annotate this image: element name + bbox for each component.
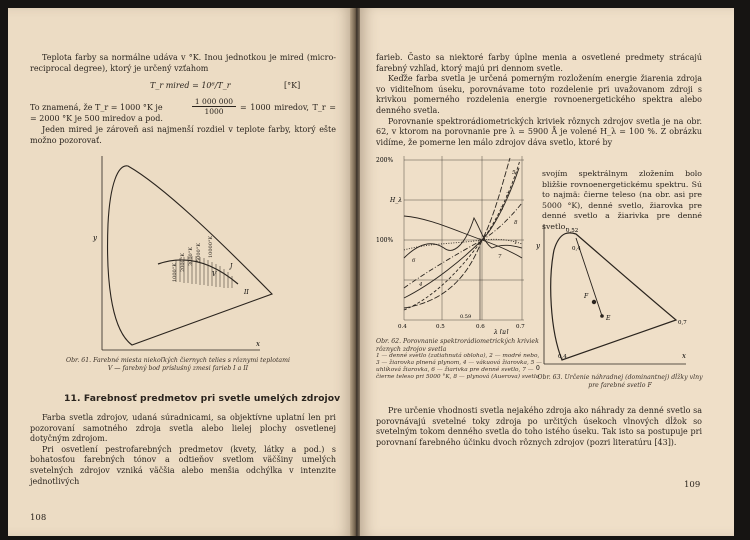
section-heading: 11. Farebnosť predmetov pri svetle umelých zdrojov [64, 393, 341, 404]
temp-label: 10000°K [208, 235, 214, 258]
caption-62-legend: 1 — denné svetlo (zatiahnutá obloha), 2 — modré nebo, 3 — žiarovka plnená plynom, 4 — vákuová žiarovka, 5 — uhlíková žiarovka, 6 — žiarivka pre denné svetlo, 7 — čierne teleso pri 5000 °K, 8 — plynová (Auerova) svetlo [376, 353, 542, 381]
page-number-right: 109 [684, 480, 701, 490]
curve-label: 1 [514, 240, 518, 246]
frac-num: 1 000 000 [192, 97, 236, 107]
curve-6 [404, 218, 522, 258]
left-para3: Jeden mired je zároveň asi najmenší rozdiel v teplote farby, ktorý ešte možno pozorovať. [30, 125, 336, 145]
curve-label: 5 [512, 170, 516, 176]
fig62-y-top: 200% [376, 157, 394, 164]
curve-label: 3 [500, 206, 504, 212]
caption-62-wrap [376, 338, 544, 381]
fig62-grid [404, 156, 524, 320]
fig63-label: 0,7 [678, 320, 687, 326]
page-number-left: 108 [30, 513, 47, 523]
fig62-x-tick: 0.7 [516, 324, 525, 330]
curve-label: 4 [419, 282, 423, 288]
curve-label: 2 [506, 192, 510, 198]
fig62-x-tick: 0.5 [436, 324, 445, 330]
fig61-y-label: y [93, 234, 97, 242]
left-para3-wrap [30, 125, 336, 146]
fig62-x-extra: 0.59 [460, 314, 472, 320]
temp-label: 3000°K [188, 247, 194, 266]
formula: T_r mired = 10⁶/T_r [150, 81, 231, 90]
fig62-x-tick: 0.4 [398, 324, 407, 330]
right-para4: Pre určenie vhodnosti svetla nejakého zdroja ako náhrady za denné svetlo sa porovnávajú svetelné toky zdroja po určitých úsekoch vlnových dĺžok so svetelným tokom denného svetla do toho istého úseku. Tak isto sa postupuje pri porovnaní farebného účinku dvoch rôznych zdrojov (pozri literatúru [43]). [376, 406, 702, 447]
right-text-top [376, 53, 702, 148]
para2-b-wrap [30, 103, 336, 124]
caption-61: Obr. 61. Farebné miesta niekoľkých čiernych telies s rôznymi teplotami V — farebný bod prísluśný zmesi farieb I a II [66, 357, 290, 372]
fig61-planck-curve [158, 260, 238, 284]
fig61-mark-j: J [230, 263, 233, 270]
fig61-x-label: x [256, 340, 260, 348]
right-para3-side: svojím spektrálnym zložením bolo bližšie rovnoenergetickému spektru. Sú to najmä: čierne teleso (na obr. asi pre 5000 °K), denné svetlo, žiarovka pre denné svetlo a žiarivka pre denné svetlo. [542, 169, 702, 231]
fig61-mark-ii: II [244, 289, 249, 296]
right-text-bottom [376, 406, 702, 448]
fig63-mark-e: E [606, 315, 611, 322]
right-para1: farieb. Často sa niektoré farby úplne menia a osvetlené predmety strácajú farebný vzhľad, ktorý majú pri dennom svetle. [376, 53, 702, 73]
temp-label: 5000°K [196, 243, 202, 262]
fig63-label: 0,4 [572, 246, 581, 252]
fig62-x-label: λ [μ] [494, 329, 509, 334]
fig63-y-label: y [536, 242, 540, 250]
curve-label: 8 [514, 220, 518, 226]
fig62-y-mid: 100% [376, 237, 394, 244]
book-spread [4, 8, 746, 538]
left-para1: Teplota farby sa normálne udáva v °K. Inou jednotkou je mired (micro-reciprocal degree), ktorý je určený vzťahom [30, 53, 336, 73]
right-para2: Keďže farba svetla je určená pomerným rozložením energie žiarenia zdroja vo viditeľnom úseku, porovnávame toto rozdelenie pri uvažovanom zdroji s krivkou pomerného rozdelenia energie rovnoenergetického spektra alebo denného svetla. [376, 74, 702, 115]
figure-61 [88, 154, 288, 354]
figure-63 [536, 220, 702, 370]
figure-62 [374, 148, 540, 334]
fig63-x-label: x [682, 352, 686, 360]
curve-label: 7 [498, 254, 502, 260]
fig63-origin: 0 [536, 365, 540, 370]
right-page [360, 8, 734, 536]
fig63-point-e [600, 314, 604, 318]
fig63-point-f [592, 300, 596, 304]
right-para3: Porovnanie spektrorádiometrických kriviek rôznych zdrojov svetla je na obr. 62, v ktorom na porovnanie pre λ = 5900 Å je volené H_λ = 100 %. Z obrázku vidíme, že pomerne len málo zdrojov dáva svetlo, ktoré by [376, 116, 702, 147]
fig62-x-tick: 0.6 [476, 324, 485, 330]
temp-label: 1000°K [172, 263, 178, 282]
left-para4: Farba svetla zdrojov, udaná súradnicami, sa objektívne uplatní len pri pozorovaní samotného zdroja svetla alebo lielej plochy osvetlenej dotyčným zdrojom. [30, 413, 336, 444]
left-page [8, 8, 352, 536]
fig63-label: 0,4 [558, 354, 567, 360]
fig62-curve-labels [412, 170, 518, 288]
fig63-mark-f: F [584, 293, 589, 300]
caption-63: Obr. 63. Určenie náhradnej (dominantnej) dĺžky vlny pre farebné svetlo F [537, 374, 703, 389]
para2-b: = 1000 miredov, T_r = = 2000 °K je 500 miredov a pod. [30, 103, 336, 123]
fig63-label: 0,52 [566, 228, 579, 234]
left-text-top [30, 53, 336, 74]
fig61-mark-v: V [212, 271, 217, 278]
formula-unit: [°K] [284, 81, 301, 90]
para2-a: To znamená, že T_r = 1000 °K je [30, 103, 163, 112]
frac-den: 1000 [204, 107, 224, 116]
caption-62: Obr. 62. Porovnanie spektrorádiometrických kriviek rôznych zdrojov svetla [376, 338, 539, 353]
fig62-y-label: H_λ [390, 197, 403, 204]
curve-label: 6 [412, 258, 416, 264]
fig63-locus [551, 233, 676, 360]
temp-label: 2000°K [180, 253, 186, 272]
left-text-bottom [30, 413, 336, 487]
left-para5: Pri osvetlení pestrofarebných predmetov (kvety, látky a pod.) s bohatosťou farebných tónov a odtieňov svetlom väčšiny umelých svetelných zdrojov vzniká väčšia alebo menšia odchýlka v intenzite jednotlivých [30, 444, 336, 486]
fig61-temp-labels [172, 236, 214, 282]
